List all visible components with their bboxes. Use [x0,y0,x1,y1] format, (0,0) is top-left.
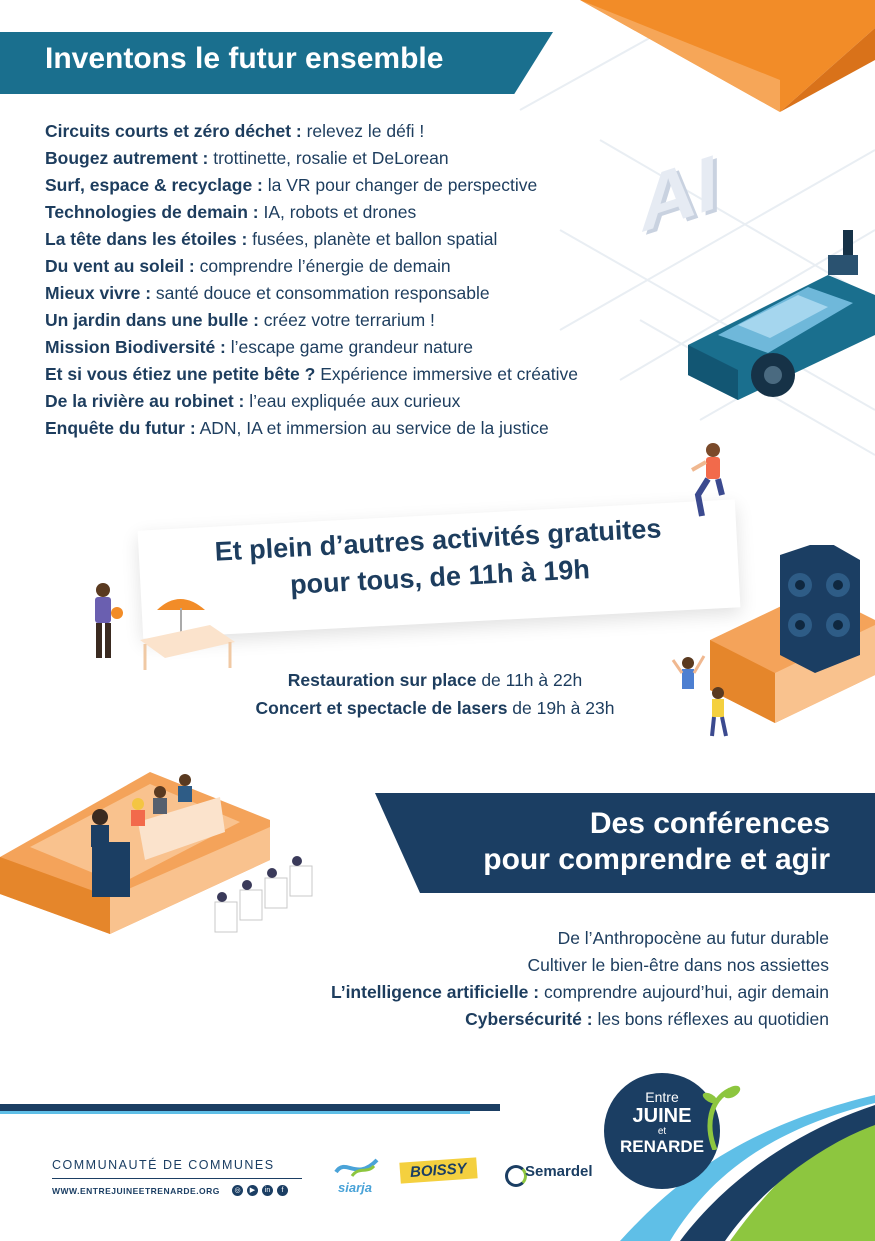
boissy-logo: BOISSY [399,1157,477,1183]
list-item: Un jardin dans une bulle : créez votre terrarium ! [45,310,435,330]
semardel-logo: Semardel [525,1163,593,1180]
list-item: Mission Biodiversité : l’escape game grandeur nature [45,337,473,357]
list-item: Mieux vivre : santé douce et consommation responsable [45,283,490,303]
footer-stripe [0,1104,500,1111]
list-item: Circuits courts et zéro déchet : relevez le défi ! [45,121,425,141]
entre-juine-renarde-logo: Entre JUINE et RENARDE [604,1073,720,1189]
list-item: De l’Anthropocène au futur durable [557,928,829,948]
list-item: Cybersécurité : les bons réflexes au quotidien [465,1009,829,1029]
list-item: Surf, espace & recyclage : la VR pour changer de perspective [45,175,538,195]
youtube-icon[interactable]: ▶ [247,1185,258,1196]
linkedin-icon[interactable]: in [262,1185,273,1196]
instagram-icon[interactable]: ◎ [232,1185,243,1196]
list-item: De la rivière au robinet : l’eau expliquée aux curieux [45,391,461,411]
conference-list [250,925,829,1033]
list-item: Et si vous étiez une petite bête ? Expérience immersive et créative [45,364,578,384]
community-label: COMMUNAUTÉ DE COMMUNES [52,1158,275,1172]
siarja-logo: siarja [338,1180,372,1195]
conference-title: Des conférences pour comprendre et agir [483,807,830,876]
website-link[interactable]: WWW.ENTREJUINEETRENARDE.ORG [52,1186,220,1196]
footer-divider [52,1178,302,1179]
leaf-icon [700,1080,742,1150]
page-title: Inventons le futur ensemble [45,42,444,75]
list-item: L’intelligence artificielle : comprendre aujourd’hui, agir demain [330,982,829,1002]
list-item: Bougez autrement : trottinette, rosalie et DeLorean [45,148,449,168]
activities-list [45,118,665,442]
conference-illustration [0,772,330,947]
info-line: Concert et spectacle de lasers de 19h à 23h [255,698,615,718]
ai-sign-illustration: AI [640,136,718,250]
highlight-line-2: pour tous, de 11h à 19h [289,554,591,600]
siarja-wave-icon [334,1152,379,1180]
list-item: Du vent au soleil : comprendre l’énergie de demain [45,256,451,276]
list-item: Cultiver le bien-être dans nos assiettes [527,955,829,975]
highlight-line-1: Et plein d’autres activités gratuites [213,513,663,567]
footer-stripe-accent [0,1111,470,1114]
dancing-kids-illustration [668,648,743,748]
semardel-swirl-icon [505,1165,527,1187]
list-item: Technologies de demain : IA, robots et drones [45,202,417,222]
list-item: Enquête du futur : ADN, IA et immersion au service de la justice [45,418,549,438]
info-line: Restauration sur place de 11h à 22h [287,670,583,690]
list-item: La tête dans les étoiles : fusées, planète et ballon spatial [45,229,498,249]
sitting-person-illustration [688,440,738,520]
practical-info [200,666,670,722]
facebook-icon[interactable]: f [277,1185,288,1196]
orange-cube-illustration [580,0,875,115]
car-illustration [678,225,875,400]
